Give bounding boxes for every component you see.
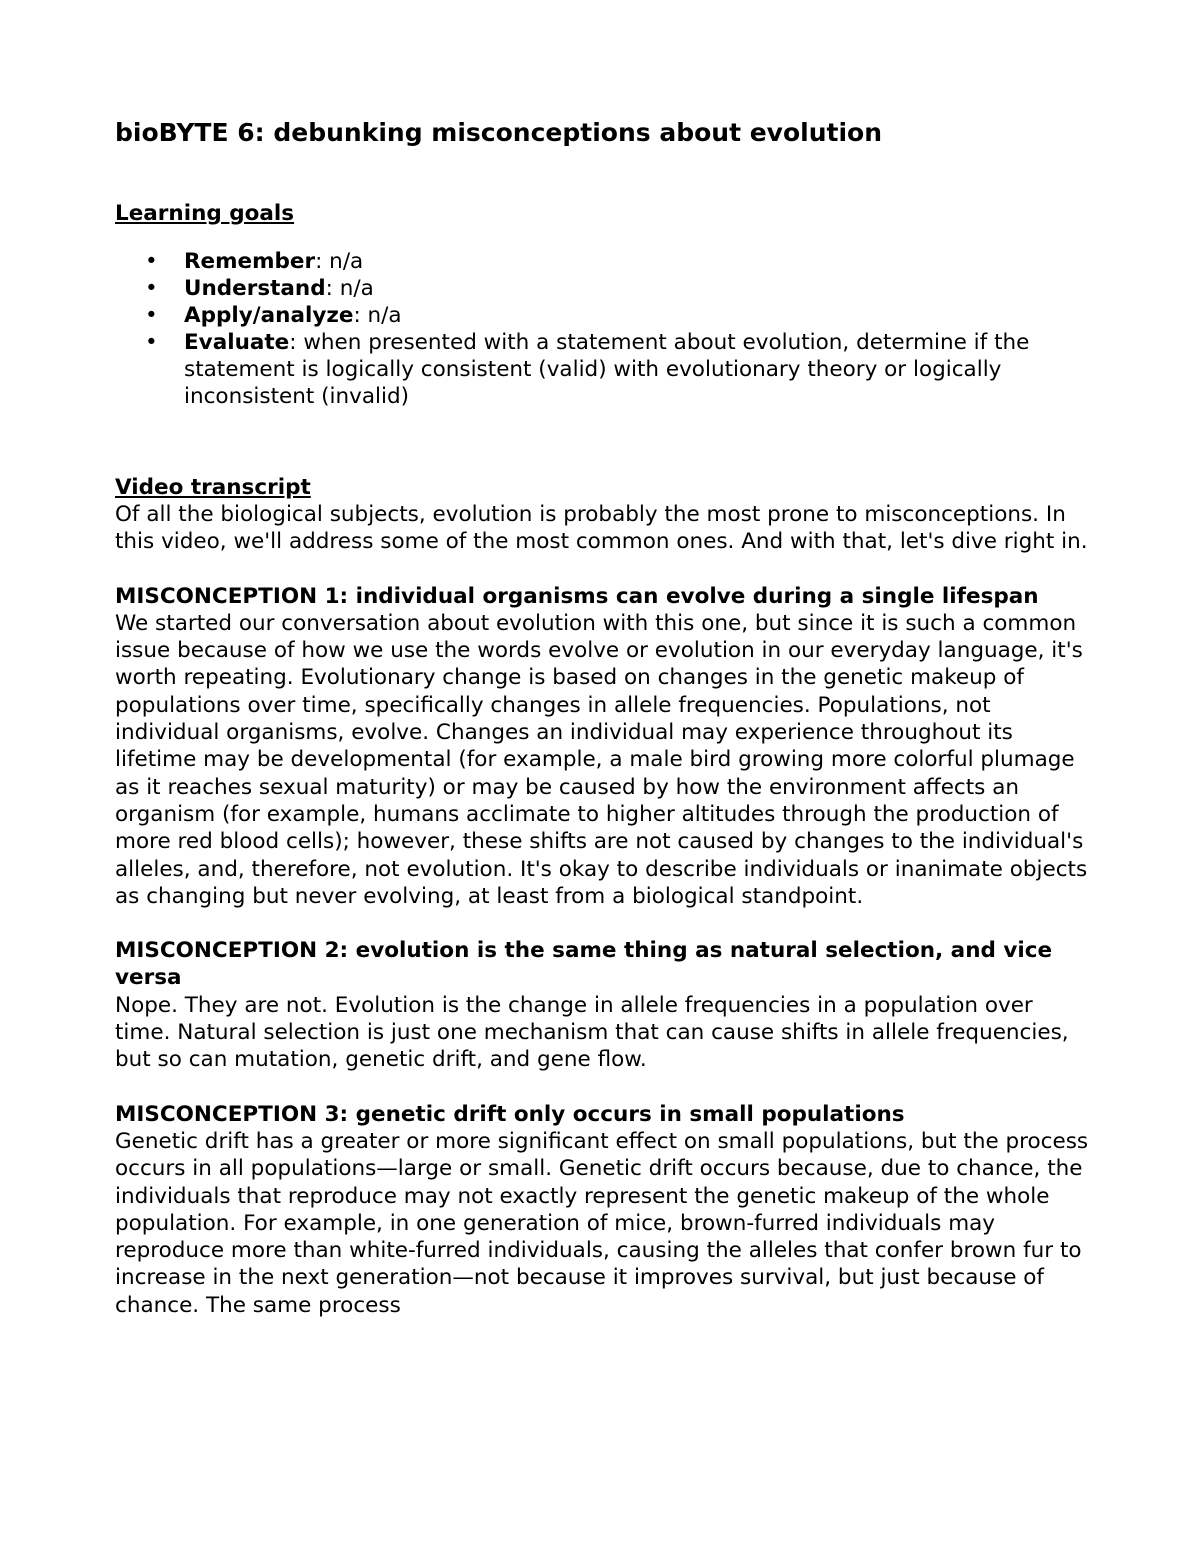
goal-term: Evaluate bbox=[184, 330, 290, 355]
learning-goal-item bbox=[115, 329, 1090, 410]
goal-term: Remember bbox=[184, 249, 316, 274]
bullet-icon: • bbox=[145, 249, 158, 274]
goal-text: : n/a bbox=[353, 303, 402, 328]
learning-goals-heading: Learning goals bbox=[115, 201, 295, 226]
bullet-icon: • bbox=[145, 303, 158, 328]
goal-text: : n/a bbox=[315, 249, 364, 274]
goal-text: : n/a bbox=[325, 276, 374, 301]
misconception-2 bbox=[115, 937, 1090, 1073]
transcript-intro: Of all the biological subjects, evolution is probably the most prone to misconceptions. In this video, we'll address some of the most common ones. And with that, let's dive right in. bbox=[115, 502, 1088, 555]
bullet-icon: • bbox=[145, 330, 158, 355]
learning-goals-list bbox=[115, 248, 1090, 410]
bullet-icon: • bbox=[145, 276, 158, 301]
misconception-heading: MISCONCEPTION 2: evolution is the same thing as natural selection, and vice versa bbox=[115, 938, 1053, 991]
misconception-3 bbox=[115, 1101, 1090, 1319]
misconception-body: Genetic drift has a greater or more significant effect on small populations, but the process occurs in all populations—large or small. Genetic drift occurs because, due to chance, the individuals that reproduce may not exactly represent the genetic makeup of the whole population. For example, in one generation of mice, brown-furred individuals may reproduce more than white-furred individuals, causing the alleles that confer brown fur to increase in the next generation—not because it improves survival, but just because of chance. The same process bbox=[115, 1128, 1089, 1318]
goal-text: : when presented with a statement about evolution, determine if the statement is logically consistent (valid) with evolutionary theory or logically inconsistent (invalid) bbox=[184, 330, 1030, 409]
goal-term: Understand bbox=[184, 276, 326, 301]
learning-goal-item bbox=[115, 302, 1090, 329]
learning-goal-item bbox=[115, 248, 1090, 275]
misconception-heading: MISCONCEPTION 3: genetic drift only occurs in small populations bbox=[115, 1101, 905, 1127]
learning-goal-item bbox=[115, 275, 1090, 302]
misconception-1 bbox=[115, 583, 1090, 911]
misconception-body: We started our conversation about evolution with this one, but since it is such a common issue because of how we use the words evolve or evolution in our everyday language, it's worth repeating. Evolutionary change is based on changes in the genetic makeup of populations over time, specifically changes in allele frequencies. Populations, not individual organisms, evolve. Changes an individual may experience throughout its lifetime may be developmental (for example, a male bird growing more colorful plumage as it reaches sexual maturity) or may be caused by how the environment affects an organism (for example, humans acclimate to higher altitudes through the production of more red blood cells); however, these shifts are not caused by changes to the individual's alleles, and, therefore, not evolution. It's okay to describe individuals or inanimate objects as changing but never evolving, at least from a biological standpoint. bbox=[115, 610, 1088, 909]
video-transcript-heading: Video transcript bbox=[115, 475, 311, 500]
document-title: bioBYTE 6: debunking misconceptions about evolution bbox=[115, 118, 883, 147]
misconception-body: Nope. They are not. Evolution is the change in allele frequencies in a population over time. Natural selection is just one mechanism that can cause shifts in allele frequencies, but so can mutation, genetic drift, and gene flow. bbox=[115, 992, 1069, 1073]
misconception-heading: MISCONCEPTION 1: individual organisms can evolve during a single lifespan bbox=[115, 583, 1039, 609]
goal-term: Apply/analyze bbox=[184, 303, 354, 328]
